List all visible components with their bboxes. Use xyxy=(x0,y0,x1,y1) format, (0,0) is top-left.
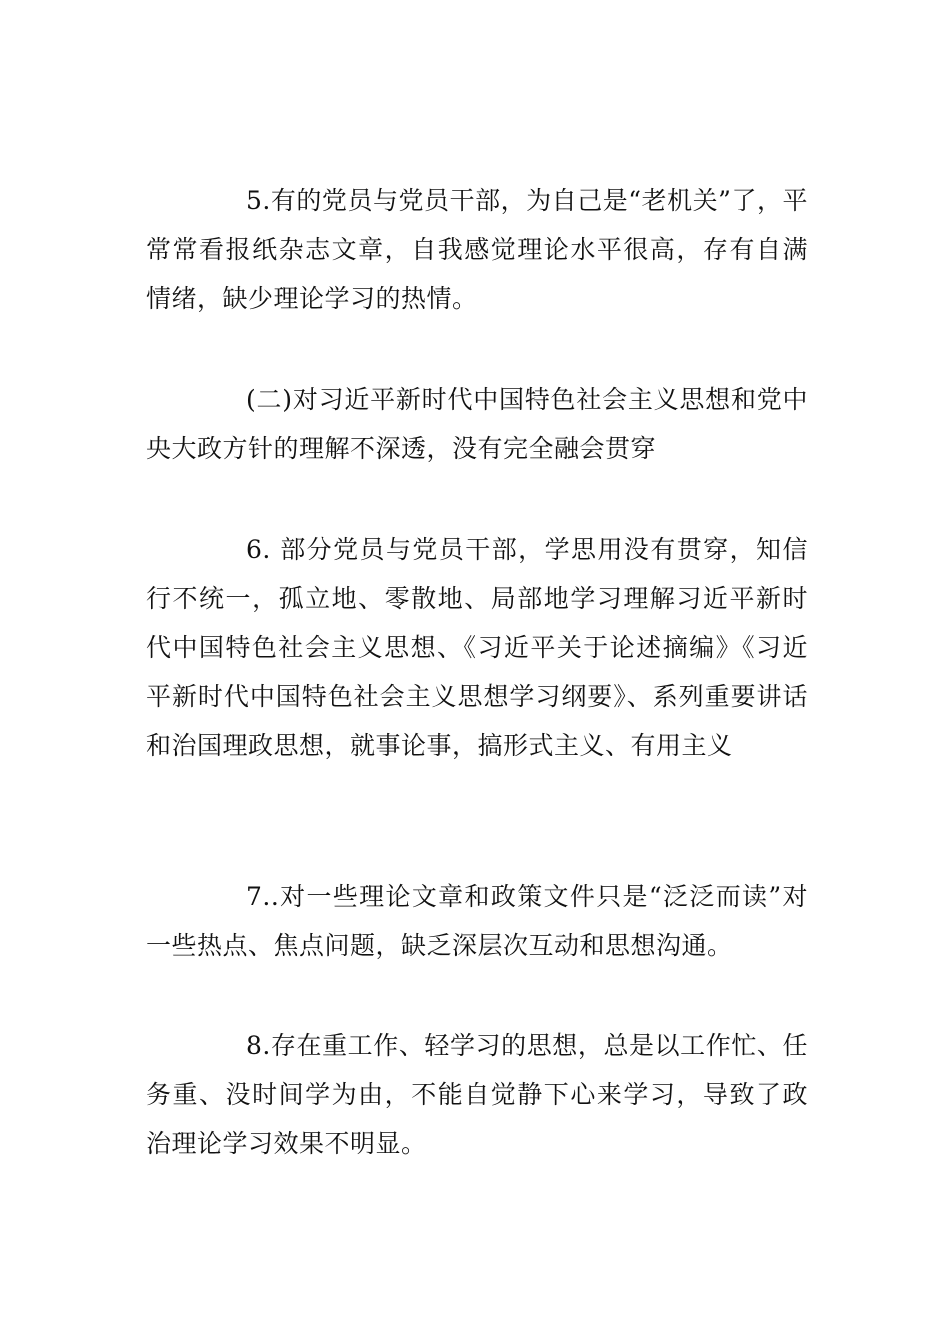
paragraph-item-5: 5.有的党员与党员干部，为自己是“老机关”了，平常常看报纸杂志文章，自我感觉理论水平很高，存有自满情绪，缺少理论学习的热情。 xyxy=(146,186,808,313)
paragraph-item-6: 6. 部分党员与党员干部，学思用没有贯穿，知信行不统一，孤立地、零散地、局部地学习理解习近平新时代中国特色社会主义思想、《习近平关于论述摘编》《习近平新时代中国特色社会主义思想学习纲要》、系列重要讲话和治国理政思想，就事论事，搞形式主义、有用主义 xyxy=(146,535,808,760)
section-heading-2: (二)对习近平新时代中国特色社会主义思想和党中央大政方针的理解不深透，没有完全融会贯穿 xyxy=(146,385,808,463)
paragraph-item-7: 7..对一些理论文章和政策文件只是“泛泛而读”对一些热点、焦点问题，缺乏深层次互动和思想沟通。 xyxy=(146,882,808,960)
paragraph-item-8: 8.存在重工作、轻学习的思想，总是以工作忙、任务重、没时间学为由，不能自觉静下心来学习，导致了政治理论学习效果不明显。 xyxy=(146,1031,808,1158)
